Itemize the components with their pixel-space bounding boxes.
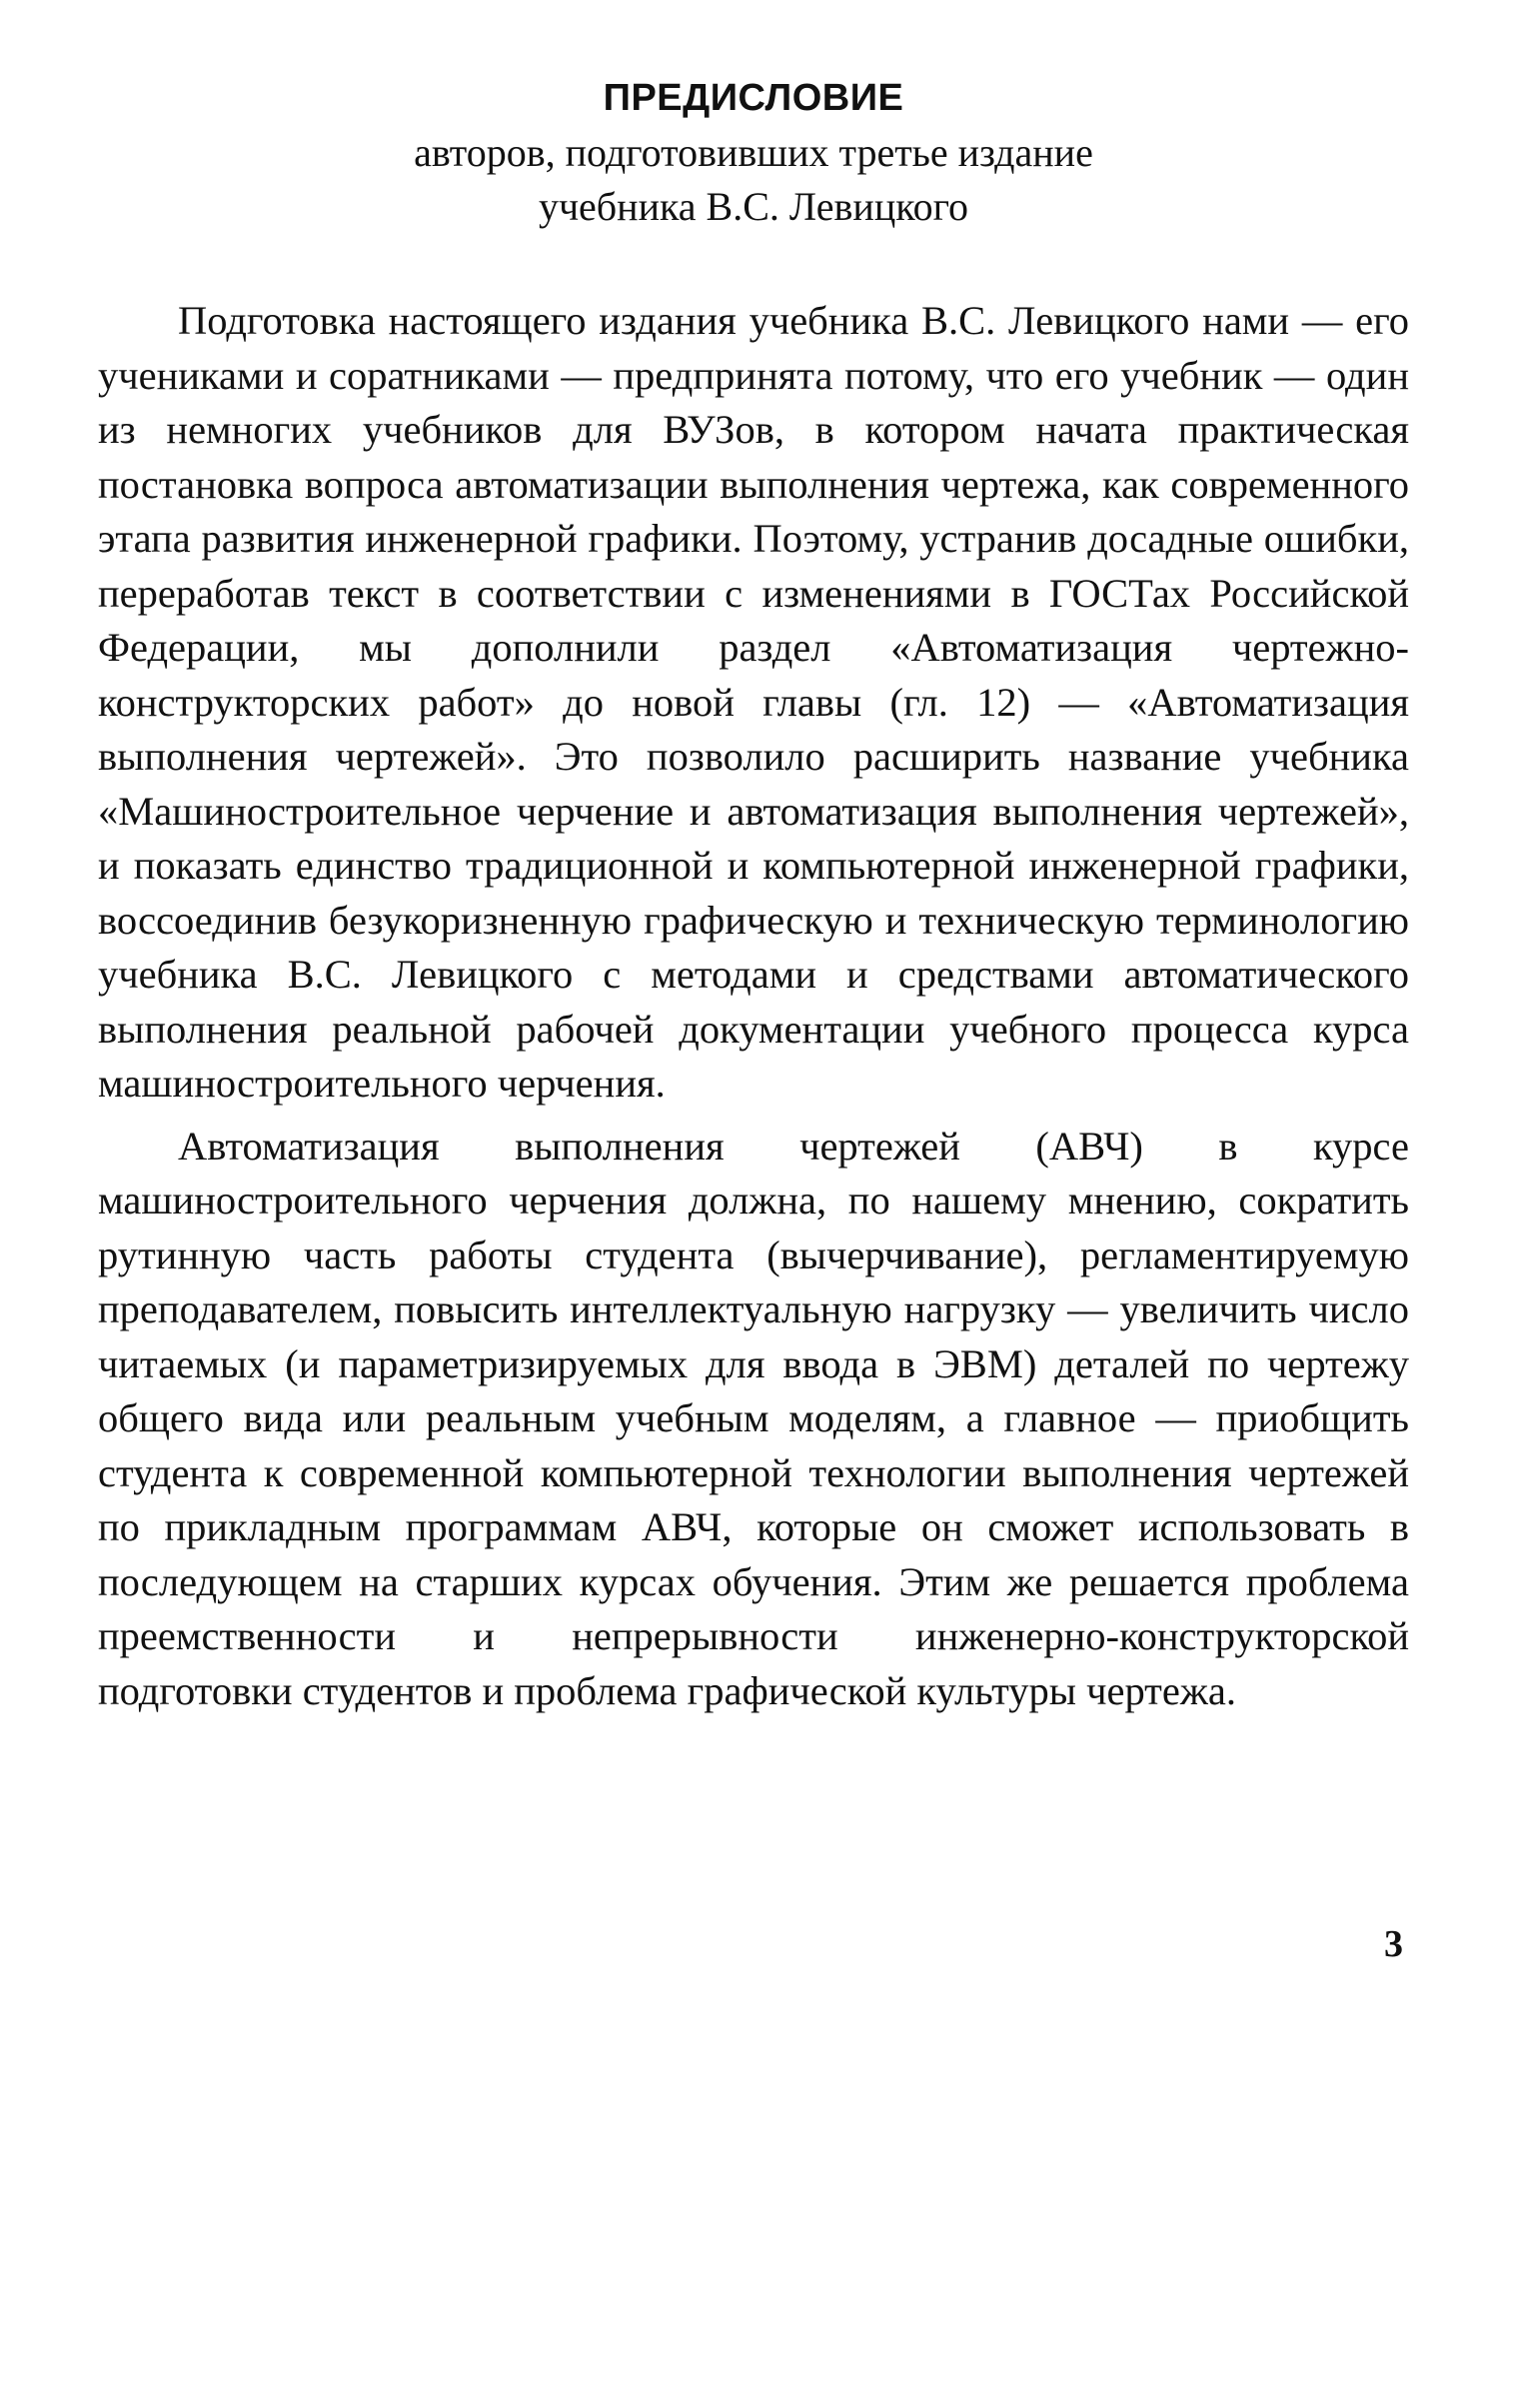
body-text: [98, 294, 1409, 1718]
heading-title: ПРЕДИСЛОВИЕ: [603, 77, 904, 119]
paragraph-1: Подготовка настоящего издания учебника В.С. Левицкого нами — его учениками и соратниками — предпринята потому, что его учебник — один из немногих учебников для ВУЗов, в котором начата практическая постановка вопроса автоматизации выполнения чертежа, как современного этапа развития инженерной графики. Поэтому, устранив досадные ошибки, переработав текст в соответствии с изменениями в ГОСТах Российской Федерации, мы дополнили раздел «Автоматизация чертежно-конструкторских работ» до новой главы (гл. 12) — «Автоматизация выполнения чертежей». Это позволило расширить название учебника «Машиностроительное черчение и автоматизация выполнения чертежей», и показать единство традиционной и компьютерной инженерной графики, воссоединив безукоризненную графическую и техническую терминологию учебника В.С. Левицкого с методами и средствами автоматического выполнения реальной рабочей документации учебного процесса курса машиностроительного черчения.: [98, 298, 1409, 1106]
paragraph-2: Автоматизация выполнения чертежей (АВЧ) в курсе машиностроительного черчения должна, по нашему мнению, сократить рутинную часть работы студента (вычерчивание), регламентируемую преподавателем, повысить интеллектуальную нагрузку — увеличить число читаемых (и параметризируемых для ввода в ЭВМ) деталей по чертежу общего вида или реальным учебным моделям, а главное — приобщить студента к современной компьютерной технологии выполнения чертежей по прикладным программам АВЧ, которые он сможет использовать в последующем на старших курсах обучения. Этим же решается проблема преемственности и непрерывности инженерно-конструкторской подготовки студентов и проблема графической культуры чертежа.: [98, 1123, 1409, 1713]
heading-subtitle-line-2: учебника В.С. Левицкого: [538, 184, 969, 229]
preface-heading: [98, 70, 1409, 234]
document-page: [98, 70, 1409, 1718]
page-number: 3: [1384, 1923, 1403, 1965]
heading-subtitle-line-1: авторов, подготовивших третье издание: [414, 130, 1093, 175]
